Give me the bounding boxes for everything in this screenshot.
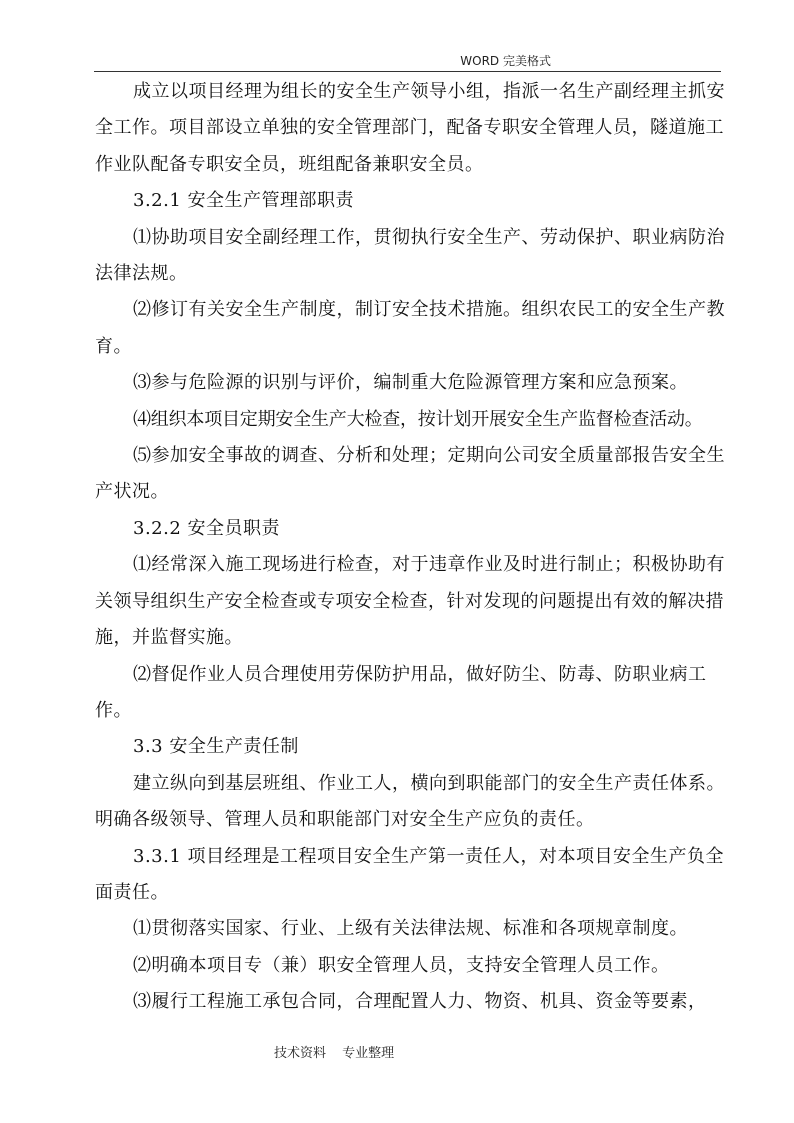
section-heading: 3.3 安全生产责任制 bbox=[133, 736, 299, 758]
section-heading: 3.2.1 安全生产管理部职责 bbox=[133, 190, 355, 212]
paragraph: ⑵修订有关安全生产制度，制订安全技术措施。组织农民工的安全生产教育。 bbox=[95, 299, 725, 357]
paragraph: ⑴协助项目安全副经理工作，贯彻执行安全生产、劳动保护、职业病防治法律法规。 bbox=[95, 226, 725, 285]
section-heading: 3.2.2 安全员职责 bbox=[133, 517, 281, 539]
page-footer: 技术资料 专业整理 bbox=[274, 1046, 395, 1061]
paragraph: ⑸参加安全事故的调查、分析和处理；定期向公司安全质量部报告安全生产状况。 bbox=[95, 445, 725, 503]
paragraph: ⑶履行工程施工承包合同，合理配置人力、物资、机具、资金等要素， bbox=[133, 991, 707, 1013]
paragraph: ⑵督促作业人员合理使用劳保防护用品，做好防尘、防毒、防职业病工作。 bbox=[95, 663, 707, 721]
paragraph: ⑴经常深入施工现场进行检查，对于违章作业及时进行制止；积极协助有关领导组织生产安全检查或专项安全检查，针对发现的问题提出有效的解决措施，并监督实施。 bbox=[95, 554, 725, 649]
paragraph: 建立纵向到基层班组、作业工人，横向到职能部门的安全生产责任体系。明确各级领导、管理人员和职能部门对安全生产应负的责任。 bbox=[95, 772, 725, 831]
paragraph: 成立以项目经理为组长的安全生产领导小组，指派一名生产副经理主抓安全工作。项目部设立单独的安全管理部门，配备专职安全管理人员，隧道施工作业队配备专职安全员，班组配备兼职安全员。 bbox=[95, 81, 725, 175]
document-body bbox=[95, 74, 727, 1021]
paragraph: ⑷组织本项目定期安全生产大检查，按计划开展安全生产监督检查活动。 bbox=[133, 408, 703, 430]
paragraph: ⑴贯彻落实国家、行业、上级有关法律法规、标准和各项规章制度。 bbox=[133, 918, 688, 940]
paragraph: ⑵明确本项目专（兼）职安全管理人员，支持安全管理人员工作。 bbox=[133, 954, 670, 976]
paragraph: ⑶参与危险源的识别与评价，编制重大危险源管理方案和应急预案。 bbox=[133, 372, 688, 394]
paragraph: 3.3.1 项目经理是工程项目安全生产第一责任人，对本项目安全生产负全面责任。 bbox=[95, 845, 725, 903]
header-divider bbox=[94, 71, 721, 72]
page-header: WORD 完美格式 bbox=[460, 54, 551, 68]
